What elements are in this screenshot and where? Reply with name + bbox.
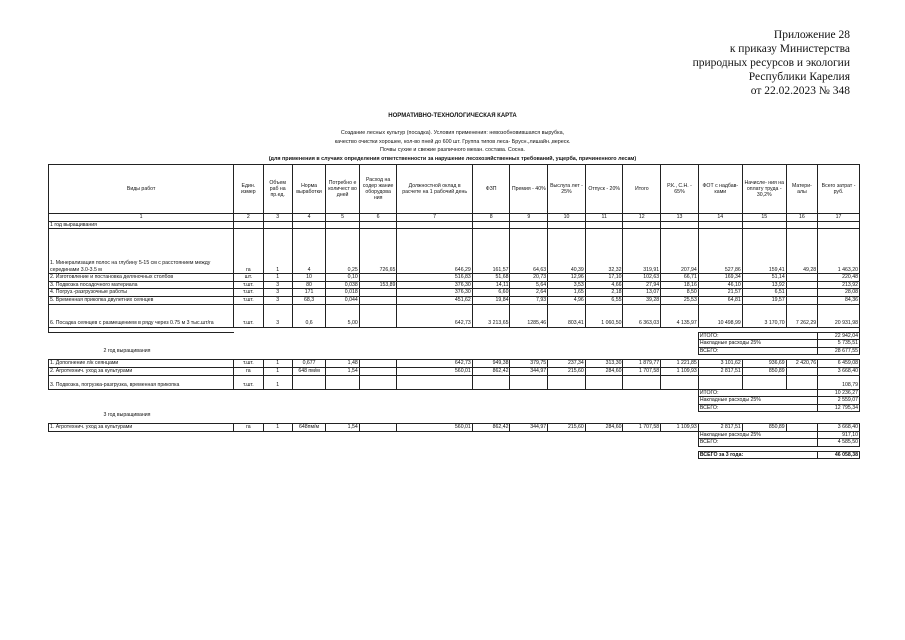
year-3-vsego-row (49, 439, 860, 447)
year-1-itogo-label: ИТОГО: (698, 332, 817, 340)
column-number: 1 (49, 214, 234, 222)
value-cell: 1 221,85 (661, 360, 699, 368)
table-row (49, 304, 860, 327)
cost-table (48, 164, 860, 459)
value-cell: 17,10 (585, 274, 623, 282)
value-cell: 7 262,29 (786, 304, 817, 327)
header-cell: Итого (623, 165, 661, 214)
header-cell: Норма выработки (292, 165, 325, 214)
value-cell: 0,018 (326, 289, 359, 297)
value-cell: 726,65 (359, 229, 397, 274)
value-cell: 108,79 (818, 375, 860, 389)
value-cell: 1,48 (326, 360, 359, 368)
value-cell: га (234, 367, 263, 375)
year-2-vsego-row (49, 404, 860, 412)
column-number: 10 (548, 214, 586, 222)
value-cell: 80 (292, 281, 325, 289)
year-3-label-row (49, 412, 860, 419)
grand-total-label: ВСЕГО за 3 года: (698, 451, 817, 459)
value-cell: 1 (263, 274, 292, 282)
value-cell: 213,92 (818, 281, 860, 289)
value-cell: 2,18 (585, 289, 623, 297)
value-cell: 2 420,76 (786, 360, 817, 368)
year-1-label-row (49, 221, 860, 229)
column-number: 8 (472, 214, 510, 222)
value-cell (786, 375, 817, 389)
value-cell: 27,94 (623, 281, 661, 289)
value-cell: 560,01 (397, 423, 472, 431)
value-cell: 215,60 (548, 367, 586, 375)
value-cell: 161,57 (472, 229, 510, 274)
value-cell: 66,71 (661, 274, 699, 282)
header-cell: Един. измер (234, 165, 263, 214)
value-cell: т.шт. (234, 304, 263, 327)
value-cell: 171 (292, 289, 325, 297)
year-2-itogo-label: ИТОГО: (698, 389, 817, 397)
value-cell: 1 707,58 (623, 423, 661, 431)
value-cell: 319,91 (623, 229, 661, 274)
year-2-label: 2 год выращивания (103, 347, 151, 354)
value-cell: 516,83 (397, 274, 472, 282)
value-cell: 49,28 (786, 229, 817, 274)
value-cell: 6,55 (585, 296, 623, 304)
value-cell: 0,038 (326, 281, 359, 289)
column-number: 13 (661, 214, 699, 222)
value-cell: 28,08 (818, 289, 860, 297)
appendix-line-1: Приложение 28 (773, 29, 850, 41)
value-cell: т.шт. (234, 296, 263, 304)
value-cell: 6 363,03 (623, 304, 661, 327)
year-1-itogo-value: 22 942,04 (818, 332, 860, 340)
value-cell: 7,93 (510, 296, 548, 304)
value-cell: 850,89 (742, 423, 786, 431)
column-number: 4 (292, 214, 325, 222)
value-cell: 12,96 (548, 274, 586, 282)
value-cell: 18,16 (661, 281, 699, 289)
value-cell: 1285,46 (510, 304, 548, 327)
conditions-line-2: качество очистки хорошее, кол-во пней до 600 шт. Группа типов леса- Брусн.,лишайн.,вереск. (334, 138, 571, 145)
value-cell (623, 375, 661, 389)
value-cell: 3 (263, 289, 292, 297)
column-number: 14 (698, 214, 742, 222)
year-1-overhead-row (49, 340, 860, 348)
value-cell: 220,48 (818, 274, 860, 282)
value-cell: 64,81 (698, 296, 742, 304)
value-cell: т.шт. (234, 375, 263, 389)
value-cell: 376,30 (397, 281, 472, 289)
value-cell (786, 367, 817, 375)
conditions-block (0, 129, 905, 163)
value-cell: 313,30 (585, 360, 623, 368)
year-1-vsego-row (49, 347, 860, 355)
value-cell: 39,28 (623, 296, 661, 304)
year-1-label: 1 год выращивания (49, 221, 234, 229)
value-cell (585, 375, 623, 389)
value-cell: 344,97 (510, 423, 548, 431)
header-cell: Виды работ (49, 165, 234, 214)
value-cell: шт. (234, 274, 263, 282)
value-cell: 560,01 (397, 367, 472, 375)
value-cell (786, 296, 817, 304)
year-3-overhead-value: 917,10 (818, 431, 860, 439)
value-cell: 1 (263, 229, 292, 274)
header-cell: Начисле- ния на оплату труда - 30,2% (742, 165, 786, 214)
value-cell: 153,89 (359, 281, 397, 289)
work-type-cell: 1. Дополнение л/к сеянцами (49, 360, 234, 368)
value-cell: 862,42 (472, 367, 510, 375)
value-cell: 14,11 (472, 281, 510, 289)
header-cell: Потребно е количест во дней (326, 165, 359, 214)
value-cell: 4 (292, 229, 325, 274)
value-cell: 3 101,62 (698, 360, 742, 368)
header-cell: Всего затрат - руб. (818, 165, 860, 214)
year-2-itogo-row (49, 389, 860, 397)
table-row (49, 367, 860, 375)
value-cell: 451,62 (397, 296, 472, 304)
year-2-overhead-value: 2 559,07 (818, 397, 860, 405)
value-cell: 1 463,20 (818, 229, 860, 274)
value-cell: 32,32 (585, 229, 623, 274)
value-cell: 3 170,70 (742, 304, 786, 327)
value-cell (326, 375, 359, 389)
column-number: 16 (786, 214, 817, 222)
value-cell: 25,53 (661, 296, 699, 304)
value-cell: 642,73 (397, 304, 472, 327)
work-type-cell: 5. Временная прикопка двулетних сеянцев (49, 296, 234, 304)
year-3-overhead-label: Накладные расходы 25% (698, 431, 817, 439)
value-cell: 3 668,40 (818, 423, 860, 431)
header-cell: Матери- алы (786, 165, 817, 214)
work-type-cell: 4. Погруз.-разгрузочные работы (49, 289, 234, 297)
value-cell: 10 498,99 (698, 304, 742, 327)
year-3-vsego-value: 4 585,50 (818, 439, 860, 447)
work-type-cell: 3. Подвозка, погрузка-разгрузка, временная прикопка (49, 375, 234, 389)
value-cell: 850,89 (742, 367, 786, 375)
work-type-cell: 6. Посадка сеянцев с размещением в ряду через 0.75 м 3 тыс.шт/га (49, 304, 234, 327)
conditions-line-4: (для применения в случаях определения ответственности за нарушение лесохозяйственных требований, ущерба, причиненного лесам) (268, 155, 637, 162)
table-row (49, 360, 860, 368)
value-cell: 2 817,51 (698, 367, 742, 375)
value-cell: га (234, 423, 263, 431)
value-cell: 68,3 (292, 296, 325, 304)
table-row (49, 274, 860, 282)
value-cell: 19,57 (742, 296, 786, 304)
value-cell: 3 (263, 304, 292, 327)
value-cell: 5,00 (326, 304, 359, 327)
column-number: 15 (742, 214, 786, 222)
value-cell (786, 423, 817, 431)
value-cell: 19,84 (472, 296, 510, 304)
value-cell: 648пм/м (292, 423, 325, 431)
work-type-cell: 1. Минерализация полос на глубину 5-15 см с расстоянием между серединами 3.0-3.5 м (49, 229, 234, 274)
value-cell (786, 274, 817, 282)
value-cell: 215,60 (548, 423, 586, 431)
table-row (49, 281, 860, 289)
value-cell: 0,6 (292, 304, 325, 327)
grand-total-value: 46 058,38 (818, 451, 860, 459)
value-cell: 1 060,50 (585, 304, 623, 327)
value-cell: 646,29 (397, 229, 472, 274)
column-number: 5 (326, 214, 359, 222)
value-cell: 1 707,58 (623, 367, 661, 375)
value-cell: 803,41 (548, 304, 586, 327)
value-cell: 936,69 (742, 360, 786, 368)
table-row (49, 289, 860, 297)
value-cell: 0,677 (292, 360, 325, 368)
year-1-vsego-label: ВСЕГО: (698, 347, 817, 355)
value-cell: 1,65 (548, 289, 586, 297)
value-cell: 1 (263, 360, 292, 368)
value-cell: 46,10 (698, 281, 742, 289)
value-cell (786, 289, 817, 297)
value-cell (359, 304, 397, 327)
column-number: 17 (818, 214, 860, 222)
table-row (49, 423, 860, 431)
value-cell: 13,07 (623, 289, 661, 297)
header-cell: Премия - 40% (510, 165, 548, 214)
year-2-vsego-value: 12 795,34 (818, 404, 860, 412)
value-cell: 376,30 (397, 289, 472, 297)
year-2-vsego-label: ВСЕГО: (698, 404, 817, 412)
value-cell: 20 931,98 (818, 304, 860, 327)
value-cell: 1,54 (326, 423, 359, 431)
value-cell: т.шт. (234, 281, 263, 289)
document-title: НОРМАТИВНО-ТЕХНОЛОГИЧЕСКАЯ КАРТА (388, 113, 517, 119)
value-cell: 10 (292, 274, 325, 282)
year-1-overhead-label: Накладные расходы 25% (698, 340, 817, 348)
value-cell: 64,63 (510, 229, 548, 274)
header-cell: ФЗП (472, 165, 510, 214)
value-cell: 6,51 (742, 289, 786, 297)
value-cell (510, 375, 548, 389)
header-row (49, 165, 860, 214)
value-cell: 949,38 (472, 360, 510, 368)
value-cell: 13,92 (742, 281, 786, 289)
work-type-cell: 2. Изготовление и постановка деляночных столбов (49, 274, 234, 282)
table-row (49, 296, 860, 304)
value-cell: 6 459,08 (818, 360, 860, 368)
value-cell: 379,75 (510, 360, 548, 368)
value-cell: 4 135,97 (661, 304, 699, 327)
value-cell (359, 367, 397, 375)
value-cell: 20,73 (510, 274, 548, 282)
conditions-line-1: Создание лесных культур (посадка). Условия применения: невозобновившаяся вырубка, (340, 130, 565, 136)
conditions-line-3: Почвы сухие и свежие различного механ. состава. Сосна. (380, 147, 525, 153)
value-cell: 3 668,40 (818, 367, 860, 375)
value-cell: 527,86 (698, 229, 742, 274)
appendix-line-5: от 22.02.2023 № 348 (750, 85, 850, 97)
work-type-cell: 3. Подвозка посадочного материала (49, 281, 234, 289)
year-1-itogo-row (49, 332, 860, 340)
value-cell (359, 296, 397, 304)
year-3-label: 3 год выращивания (103, 412, 151, 419)
year-1-overhead-value: 5 735,51 (818, 340, 860, 348)
value-cell (359, 375, 397, 389)
value-cell: 0,25 (326, 229, 359, 274)
appendix-line-3: природных ресурсов и экологии (692, 57, 850, 69)
value-cell: 84,36 (818, 296, 860, 304)
value-cell: 0,10 (326, 274, 359, 282)
year-3-overhead-row (49, 431, 860, 439)
value-cell (397, 375, 472, 389)
value-cell: 344,97 (510, 367, 548, 375)
value-cell: 3 (263, 296, 292, 304)
value-cell: 3 (263, 281, 292, 289)
value-cell: 6,60 (472, 289, 510, 297)
year-1-vsego-value: 28 677,55 (818, 347, 860, 355)
header-cell: ФОТ с надбав- ками (698, 165, 742, 214)
header-cell: Отпуск - 20% (585, 165, 623, 214)
year-2-rows (49, 360, 860, 389)
value-cell (292, 375, 325, 389)
value-cell: 1 109,93 (661, 367, 699, 375)
value-cell: 1 (263, 423, 292, 431)
value-cell: 2,64 (510, 289, 548, 297)
year-2-overhead-row (49, 397, 860, 405)
value-cell: 0,044 (326, 296, 359, 304)
value-cell: 4,66 (585, 281, 623, 289)
value-cell: т.шт. (234, 360, 263, 368)
value-cell (359, 360, 397, 368)
value-cell: 102,63 (623, 274, 661, 282)
value-cell: 862,42 (472, 423, 510, 431)
year-1-rows (49, 229, 860, 327)
value-cell (661, 375, 699, 389)
value-cell: 4,96 (548, 296, 586, 304)
value-cell: 40,39 (548, 229, 586, 274)
table-row (49, 375, 860, 389)
value-cell: 1 (263, 367, 292, 375)
header-cell: Выслуга лет - 25% (548, 165, 586, 214)
value-cell (786, 281, 817, 289)
value-cell (742, 375, 786, 389)
year-2-overhead-label: Накладные расходы 25% (698, 397, 817, 405)
value-cell (548, 375, 586, 389)
table-row (49, 229, 860, 274)
value-cell: 284,60 (585, 423, 623, 431)
column-number: 9 (510, 214, 548, 222)
value-cell (359, 289, 397, 297)
value-cell: 284,60 (585, 367, 623, 375)
work-type-cell: 1. Агротехнич. уход за культурами (49, 423, 234, 431)
value-cell: 5,64 (510, 281, 548, 289)
value-cell: 2 817,51 (698, 423, 742, 431)
year-3-rows (49, 423, 860, 431)
value-cell: 3,53 (548, 281, 586, 289)
header-cell: Р.К., С.Н. - 65% (661, 165, 699, 214)
column-number: 12 (623, 214, 661, 222)
appendix-line-2: к приказу Министерства (729, 43, 850, 55)
value-cell: 21,57 (698, 289, 742, 297)
value-cell: 169,34 (698, 274, 742, 282)
column-number-row (49, 214, 860, 222)
value-cell: 51,68 (472, 274, 510, 282)
year-2-itogo-value: 10 236,27 (818, 389, 860, 397)
value-cell: т.шт. (234, 289, 263, 297)
value-cell: 1 879,77 (623, 360, 661, 368)
column-number: 7 (397, 214, 472, 222)
value-cell: 1 (263, 375, 292, 389)
value-cell: 3 213,65 (472, 304, 510, 327)
column-number: 3 (263, 214, 292, 222)
column-number: 11 (585, 214, 623, 222)
appendix-line-4: Республики Карелия (748, 71, 850, 83)
value-cell (698, 375, 742, 389)
header-cell: Объем раб на пр.ед. (263, 165, 292, 214)
column-number: 2 (234, 214, 263, 222)
work-type-cell: 2. Агротехнич. уход за культурами (49, 367, 234, 375)
value-cell: 207,94 (661, 229, 699, 274)
value-cell: 8,50 (661, 289, 699, 297)
value-cell (359, 274, 397, 282)
value-cell (472, 375, 510, 389)
value-cell: 648 пм/м (292, 367, 325, 375)
value-cell: 51,14 (742, 274, 786, 282)
header-cell: Расход на содер жание оборудова ния (359, 165, 397, 214)
column-number: 6 (359, 214, 397, 222)
value-cell (359, 423, 397, 431)
value-cell: 237,34 (548, 360, 586, 368)
value-cell: 1,54 (326, 367, 359, 375)
grand-total-row (49, 451, 860, 459)
appendix-block (610, 28, 850, 98)
value-cell: 1 109,93 (661, 423, 699, 431)
value-cell: 642,73 (397, 360, 472, 368)
header-cell: Должностной оклад в расчете на 1 рабочий день (397, 165, 472, 214)
value-cell: га (234, 229, 263, 274)
value-cell: 159,41 (742, 229, 786, 274)
year-3-vsego-label: ВСЕГО: (698, 439, 817, 447)
